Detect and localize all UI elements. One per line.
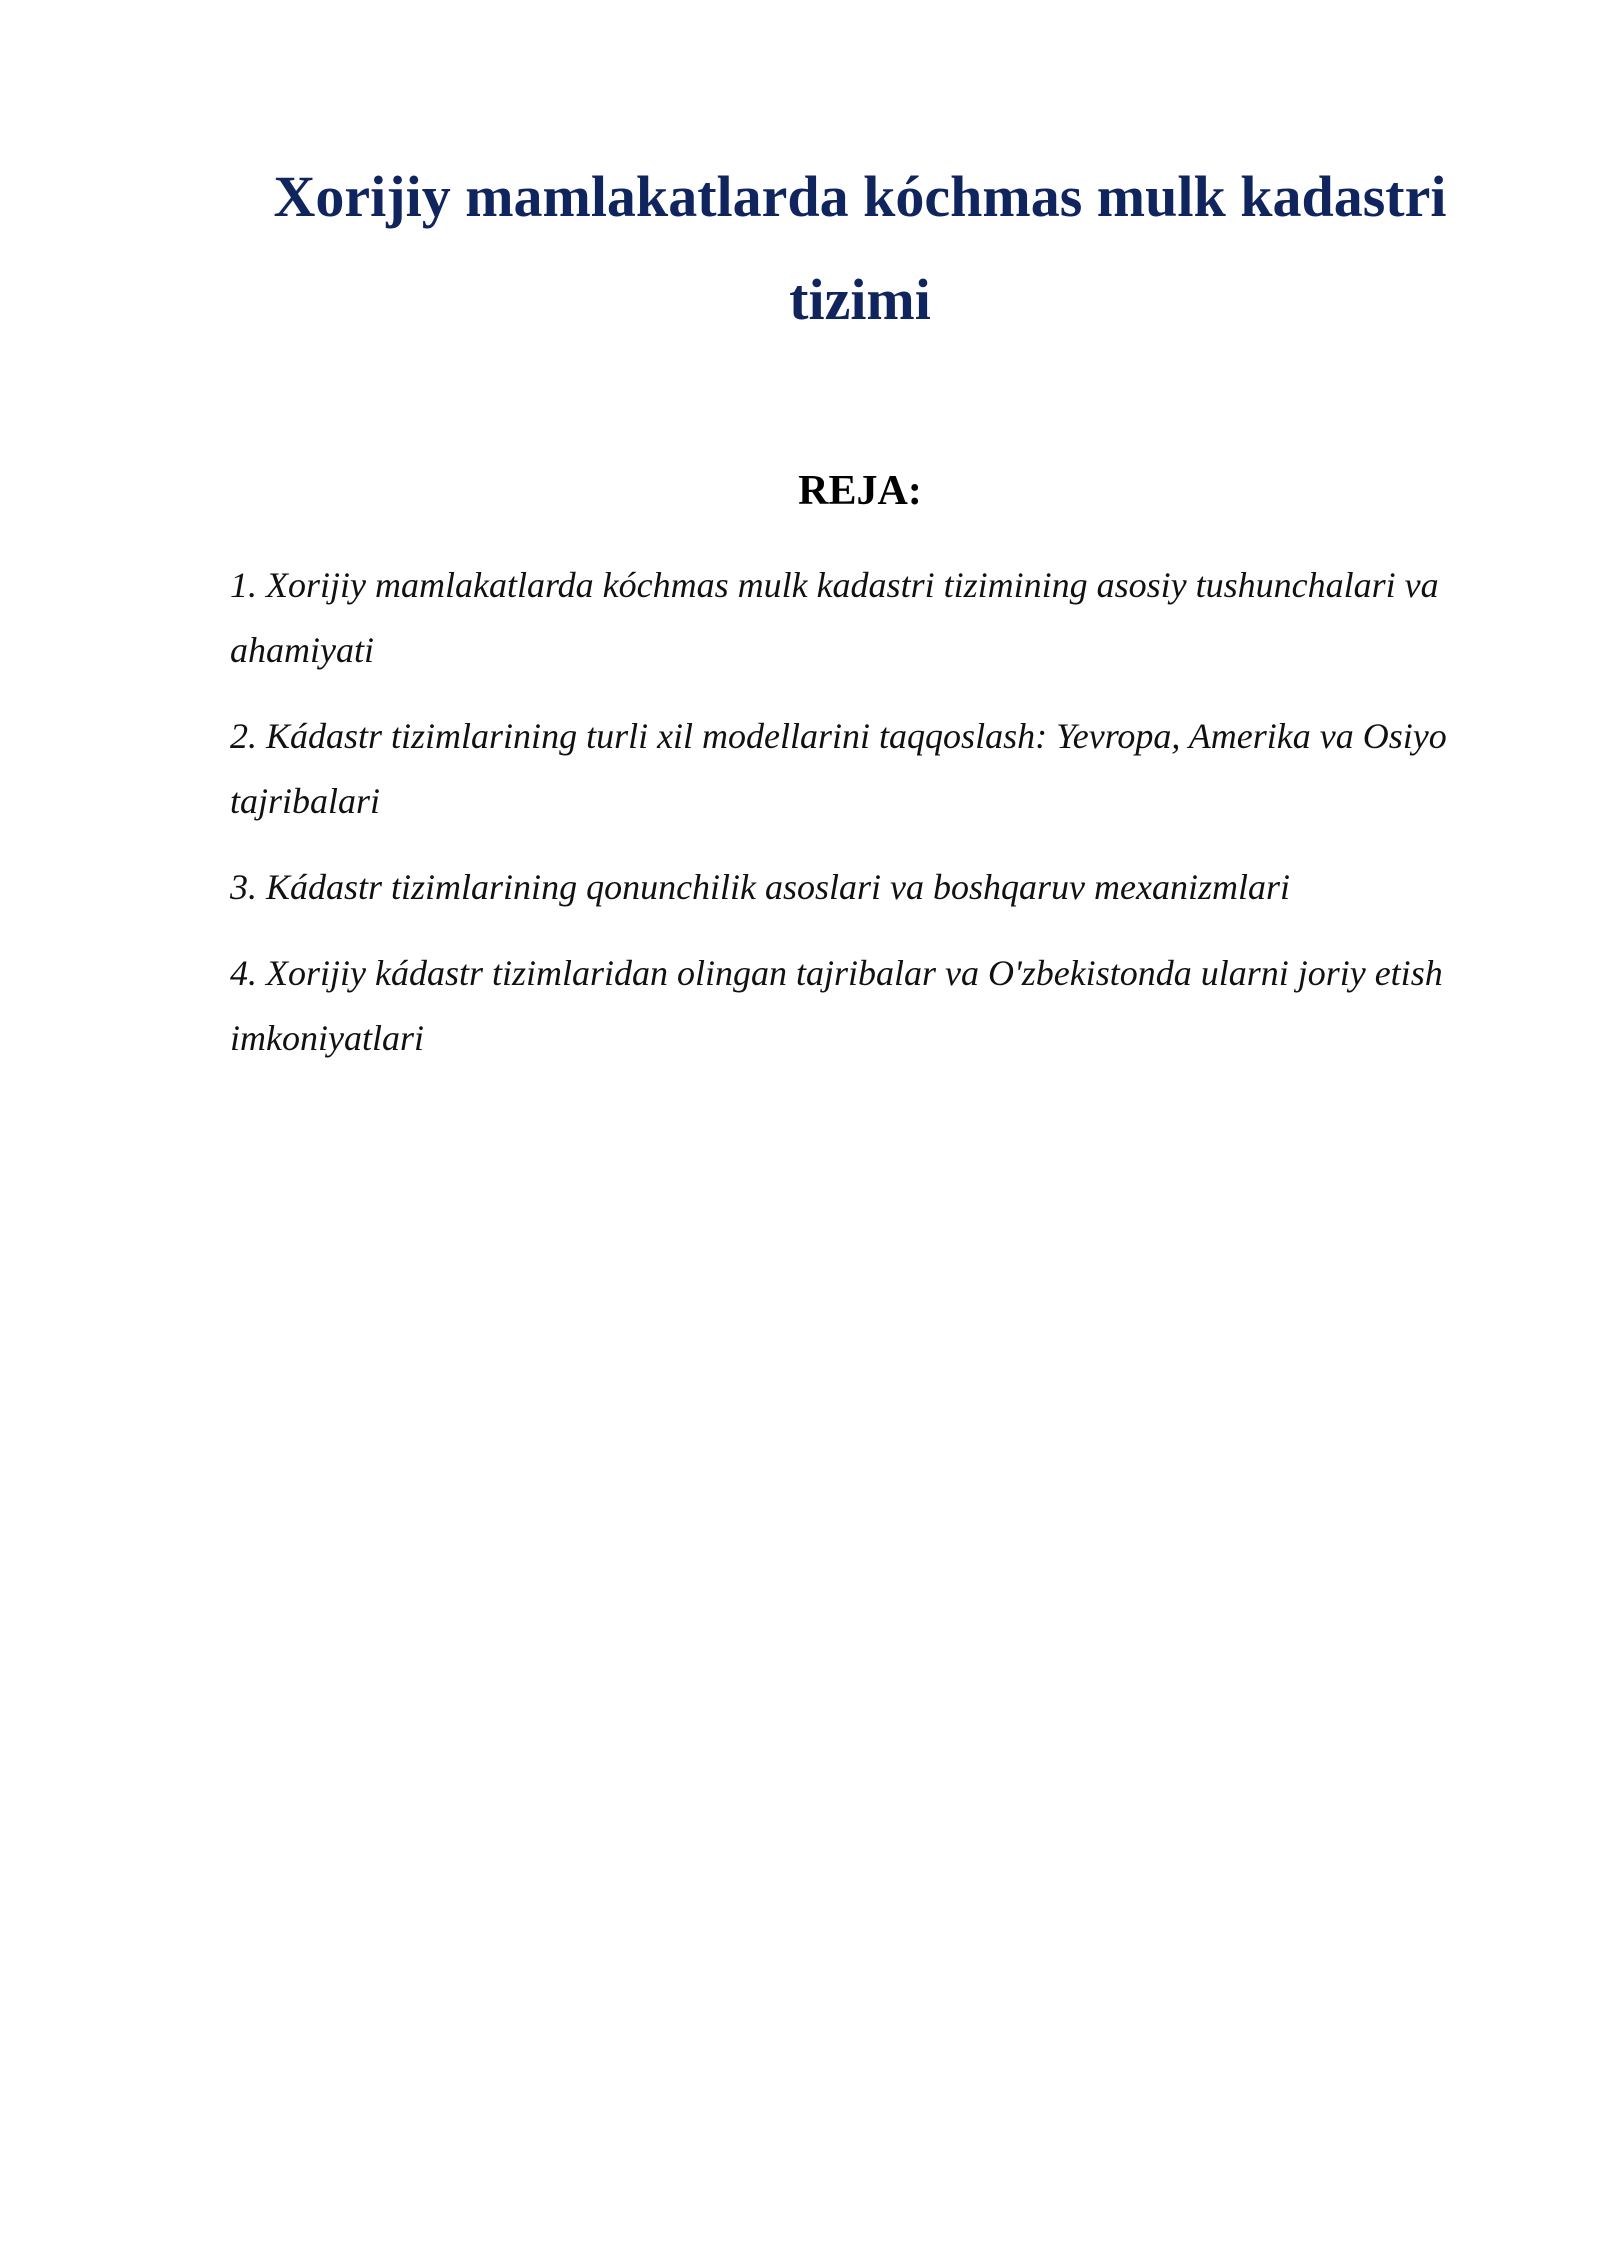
document-title: Xorijiy mamlakatlarda kóchmas mulk kadastri tizimi: [273, 164, 1447, 332]
plan-item-2: 2. Kádastr tizimlarining turli xil modellarini taqqoslash: Yevropa, Amerika va Osiyo tajribalari: [230, 716, 1447, 821]
plan-heading: REJA:: [798, 468, 922, 514]
plan-item-3: 3. Kádastr tizimlarining qonunchilik asoslari va boshqaruv mexanizmlari: [230, 867, 1291, 907]
plan-list: [230, 553, 1490, 1092]
plan-item-4: 4. Xorijiy kádastr tizimlaridan olingan tajribalar va O'zbekistonda ularni joriy etish imkoniyatlari: [230, 953, 1443, 1058]
plan-item-1: 1. Xorijiy mamlakatlarda kóchmas mulk kadastri tizimining asosiy tushunchalari va ahamiyati: [230, 565, 1439, 670]
